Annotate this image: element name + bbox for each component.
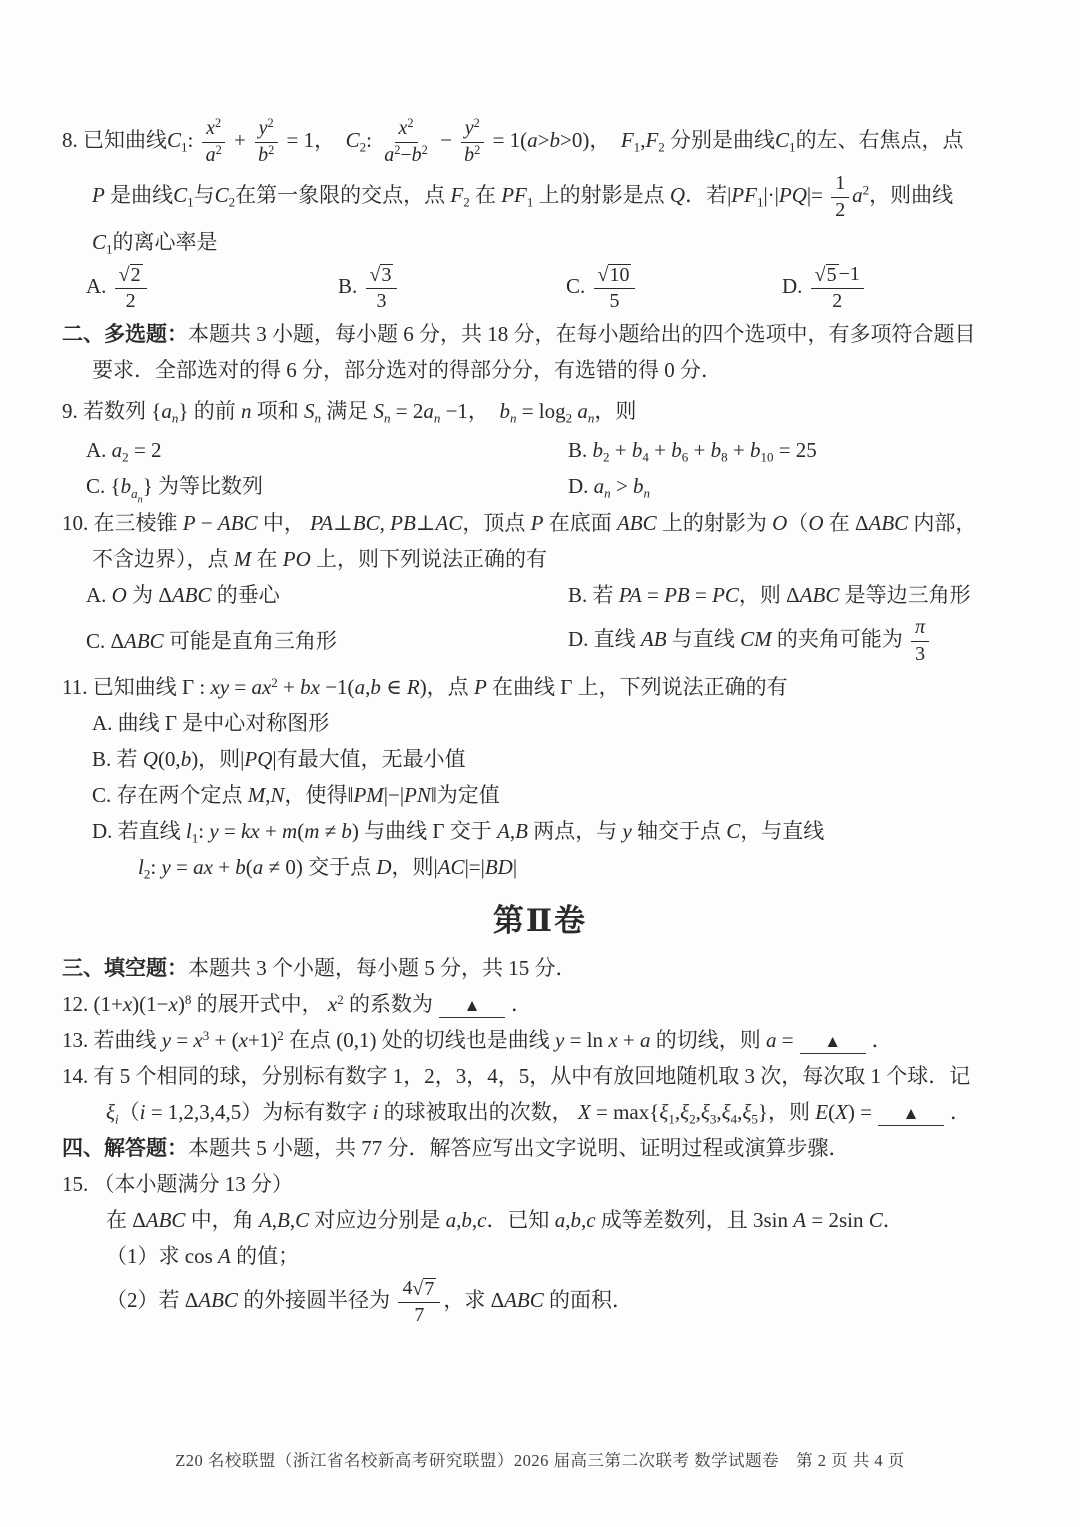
q9-stem: 9. 若数列 $\{a_n\}$ 的前 n 项和 $S_n$ 满足 $S_n = 2a_n -1$， $b_n = \log_2 a_n$，则 [62, 399, 637, 426]
q13: 13. 若曲线 $y = x^3 + (x+1)^2$ 在点 (0,1) 处的切线也是曲线 y = ln x + a 的切线，则 a = ▲ ． [62, 1024, 1018, 1057]
option-cell: D. √ 5 −1 2 [782, 262, 1018, 314]
q11-stem: 11. 已知曲线 Γ : xy = $ax^2$ + bx −1(a,b ∈ R)，点 P 在曲线 Γ 上，下列说法正确的有 [62, 675, 788, 700]
q15-part-2: （2）若 ΔABC 的外接圆半径为 4 √ 7 7 ，求 ΔABC 的面积． [106, 1277, 634, 1326]
q15-line-2: 在 ΔABC 中，角 A,B,C 对应边分别是 a,b,c．已知 a,b,c 成等差数列，且 3sin A = 2sin C． [106, 1208, 904, 1233]
option-cell: D. 直线 AB 与直线 CM 的夹角可能为 $\frac{\pi}{3}$ [568, 615, 1018, 667]
q10-stem-1: 10. 在三棱锥 P − ABC 中， PA⊥BC, PB⊥AC，顶点 P 在底面 ABC 上的射影为 O（O 在 ΔABC 内部， [62, 511, 977, 536]
option-cell: D. $a_n > b_n$ [568, 474, 651, 501]
q10-stem-2: 不含边界），点 M 在 PO 上，则下列说法正确的有 [92, 547, 547, 572]
q8-stem-2: P 是曲线$C_1$与$C_2$在第一象限的交点，点 $F_2$ 在 $PF_1$ 上的射影是点 Q．若$|PF_1|\cdot|PQ|=$ $\frac{1}{2}$ $a^2$，则曲线 [92, 172, 954, 221]
sec3-heading: 三、填空题：本题共 3 个小题，每小题 5 分，共 15 分． [62, 956, 577, 981]
option-cell: C. ΔABC 可能是直角三角形 [86, 628, 337, 653]
option-cell: A. O 为 ΔABC 的垂心 [86, 583, 280, 608]
q8-stem-3: $C_1$的离心率是 [92, 230, 218, 257]
q15-line-1: 15. （本小题满分 13 分） [62, 1172, 293, 1197]
q8-options [62, 262, 1018, 314]
q14-line-2: $\xi_i(i = 1,2,3,4,5)$为标有数字 i 的球被取出的次数， $X = \max\{\xi_1,\xi_2,\xi_3,\xi_4,\xi_5\}$，则 E(X) = ▲ ． [106, 1100, 971, 1127]
q8-stem-1: 8. 已知曲线$C_1$: $\frac{x^2}{a^2}$ + $\frac{y^2}{b^2}$ = 1， $C_2$: $\frac{x^2}{a^2-b^2}$ − $\frac{y^2}{b^2}$ = 1(a>b>0)， $F_1,F_2$ 分别是曲线$C_1$的左、右焦点，点 [62, 116, 964, 166]
page-footer: Z20 名校联盟（浙江省名校新高考研究联盟）2026 届高三第二次联考 数学试题卷 第 2 页 共 4 页 [175, 1451, 905, 1470]
option-cell: C. √ 10 5 [566, 262, 782, 314]
q11-option-b: B. 若 Q(0,b)，则|PQ|有最大值，无最小值 [92, 747, 466, 772]
option-cell: C. $\{b_{a_n}\}$ 为等比数列 [86, 474, 264, 506]
sec2-heading-2: 要求．全部选对的得 6 分，部分选对的得部分分，有选错的得 0 分． [92, 358, 722, 383]
q11-option-d1: D. 若直线 $l_1$: y = kx + m(m ≠ b) 与曲线 Γ 交于 A,B 两点，与 y 轴交于点 C，与直线 [92, 819, 825, 846]
q12: 12. $(1+x)(1-x)^8$ 的展开式中， $x^2$ 的系数为 ▲ ． [62, 988, 1018, 1021]
option-cell: B. 若 PA = PB = PC，则 ΔABC 是等边三角形 [568, 583, 971, 608]
sec2-heading-1: 二、多选题：本题共 3 小题，每小题 6 分，共 18 分，在每小题给出的四个选项中，有多项符合题目 [62, 322, 976, 347]
q11-option-c: C. 存在两个定点 M,N，使得‖PM|−|PN‖为定值 [92, 783, 500, 808]
option-cell: A. √ 2 2 [86, 262, 338, 314]
option-cell: B. √ 3 3 [338, 262, 566, 314]
q10-options-cd [62, 615, 1018, 667]
option-cell: B. $b_2 + b_4 + b_6 + b_8 + b_{10} = 25$ [568, 438, 817, 465]
q9-options-ab [62, 434, 1018, 467]
q10-options-ab [62, 579, 1018, 612]
q9-options-cd [62, 470, 1018, 506]
q14-line-1: 14. 有 5 个相同的球，分别标有数字 1，2，3，4，5，从中有放回地随机取 3 次，每次取 1 个球．记 [62, 1064, 971, 1089]
q11-option-d2: $l_2$: y = ax + b(a ≠ 0) 交于点 D，则|AC|=|BD| [138, 855, 518, 882]
q11-option-a: A. 曲线 Γ 是中心对称图形 [92, 711, 330, 736]
sec4-heading: 四、解答题：本题共 5 小题，共 77 分．解答应写出文字说明、证明过程或演算步骤． [62, 1136, 850, 1161]
q15-part-1: （1）求 cos A 的值； [106, 1244, 300, 1269]
option-cell: A. $a_2 = 2$ [86, 438, 162, 465]
part2-title: 第Ⅱ卷 [492, 903, 588, 939]
